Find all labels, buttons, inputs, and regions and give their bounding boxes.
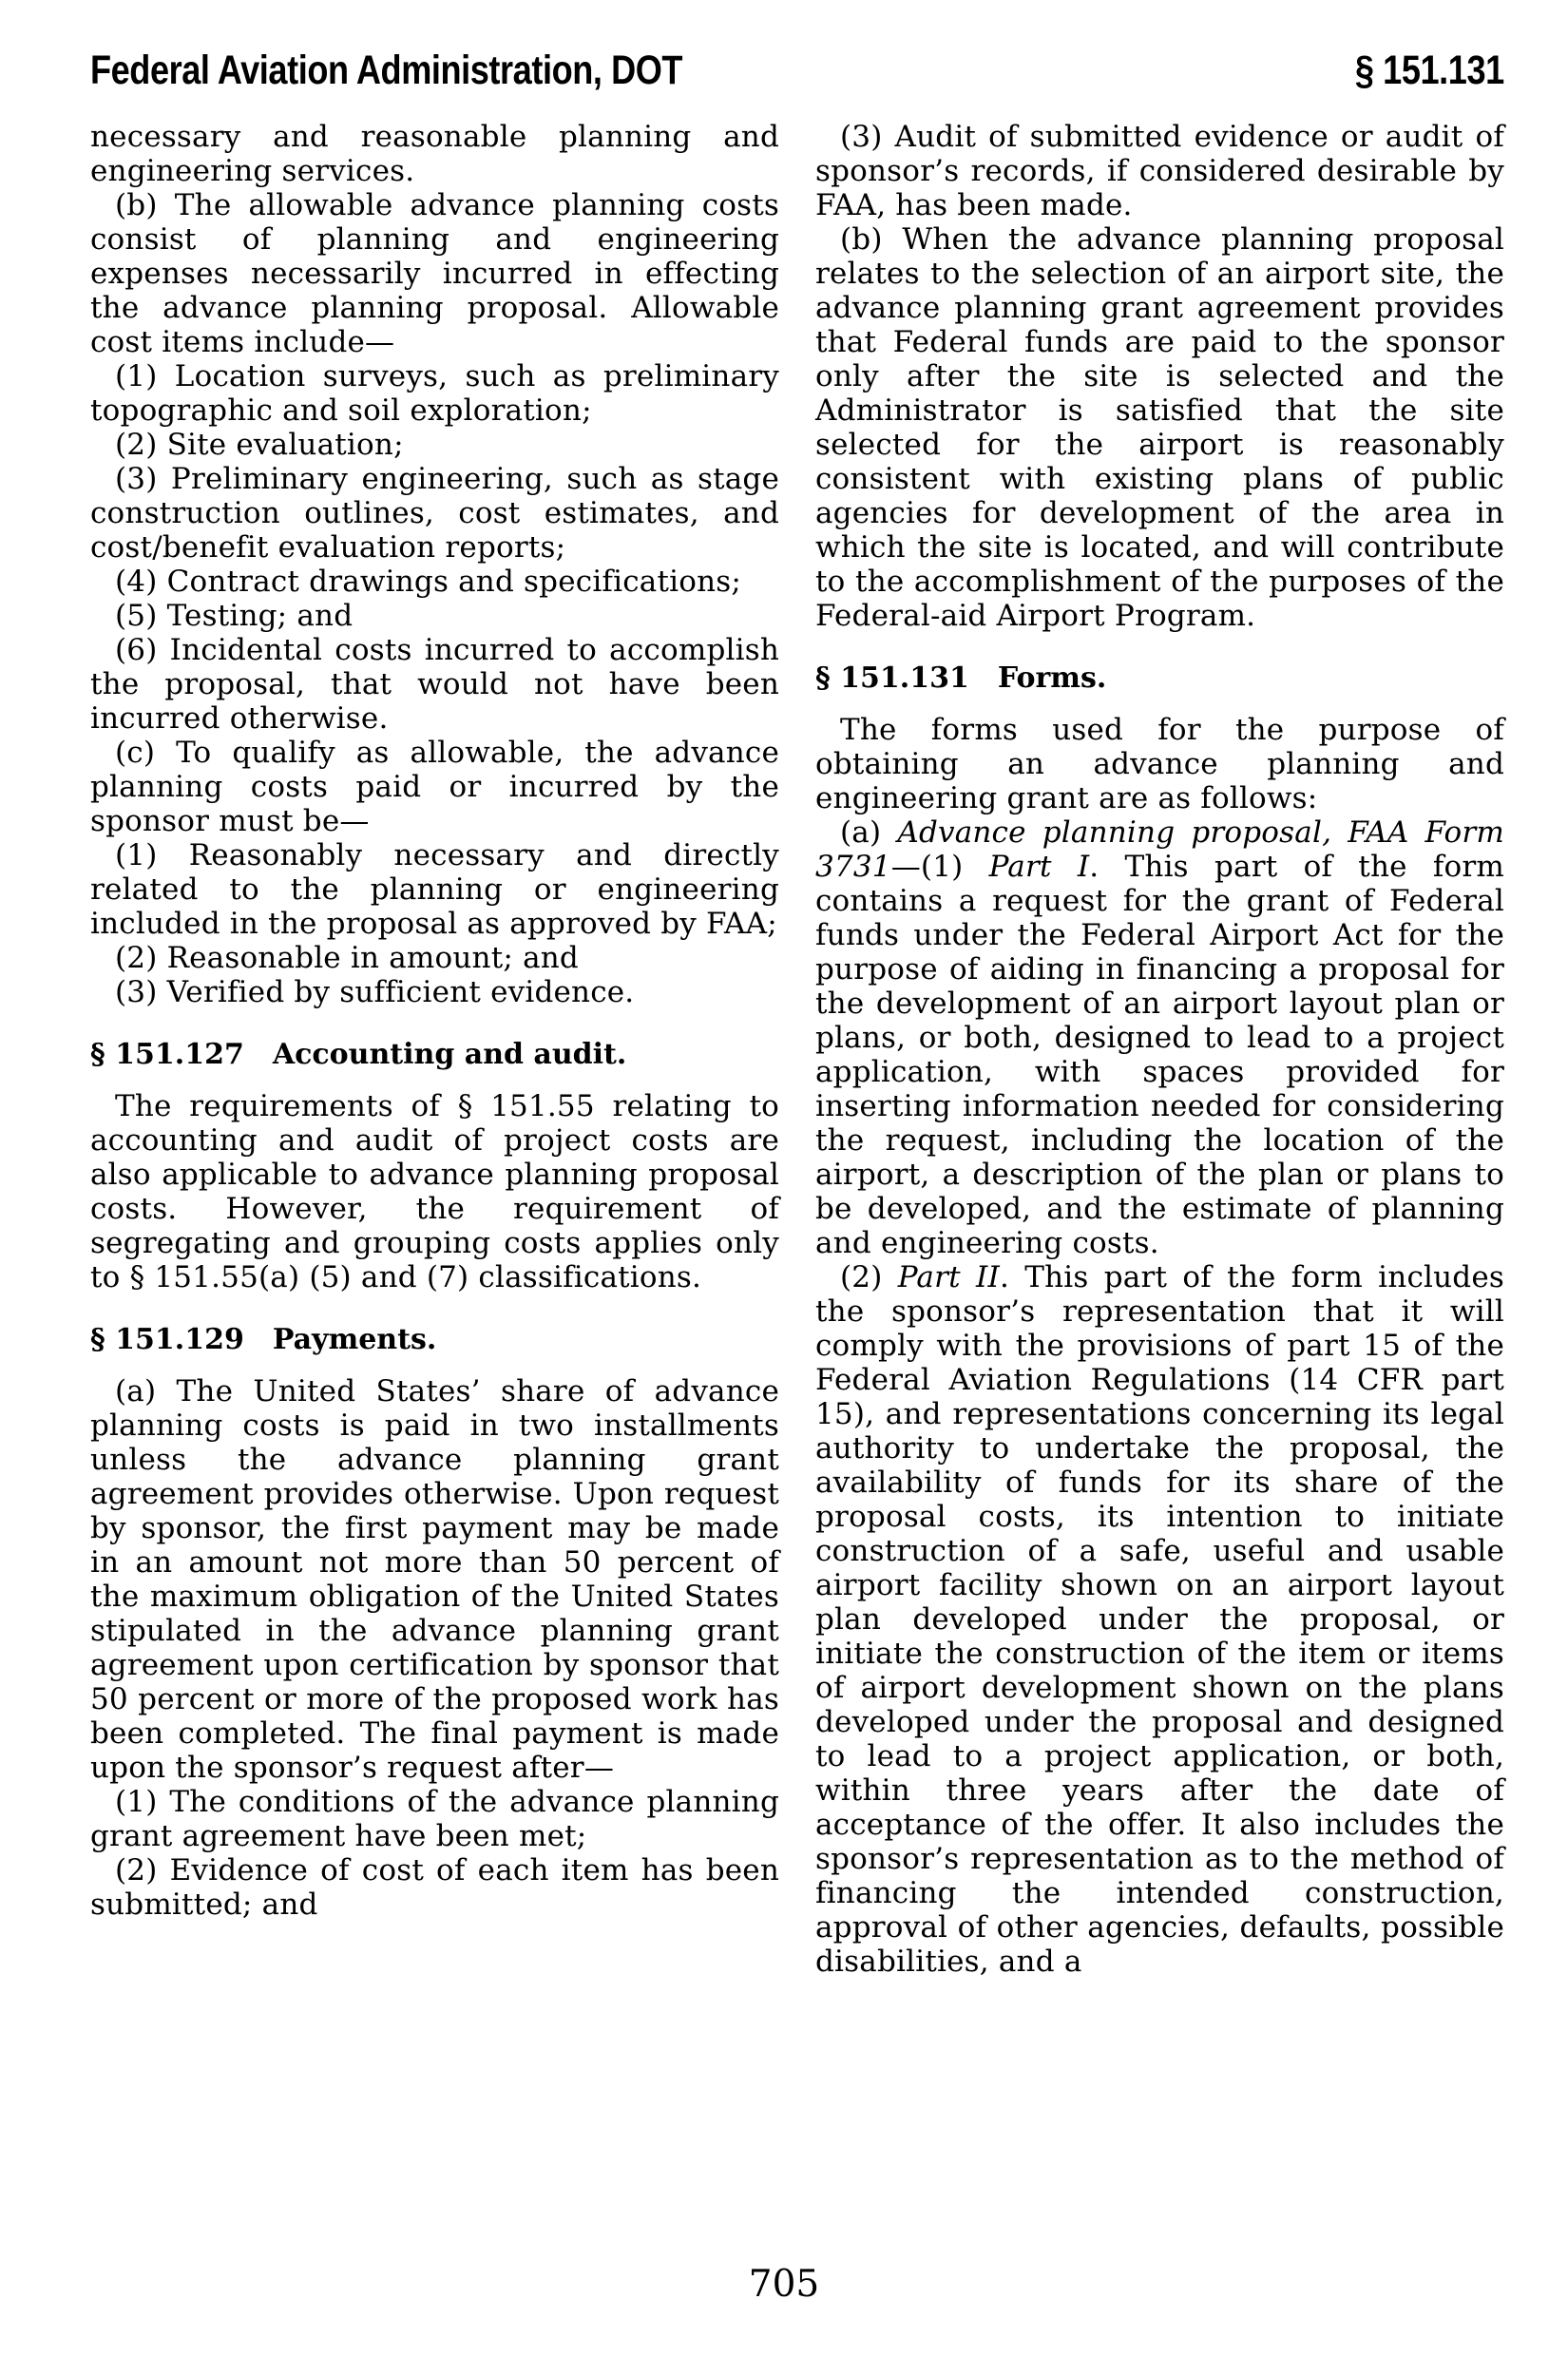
paragraph (815, 713, 1504, 815)
paragraph (90, 359, 779, 428)
body-text: (5) Testing; and (115, 599, 354, 633)
paragraph (90, 838, 779, 941)
body-text: (2) (840, 1260, 898, 1294)
body-text: (2) Reasonable in amount; and (115, 941, 579, 975)
section-heading (90, 1038, 779, 1072)
page-header (90, 48, 1504, 94)
body-text: (a) The United States’ share of advance planning costs is paid in two installments unless the advance planning grant agreement provides otherwise. Upon request by sponsor, the first payment may be made in an amount not more than 50 percent of the maximum obligation of the United States stipulated in the advance planning grant agreement upon certification by sponsor that 50 percent or more of the proposed work has been completed. The final payment is made upon the sponsor’s request after— (90, 1374, 779, 1785)
body-text: (4) Contract drawings and specifications; (115, 565, 742, 599)
paragraph (90, 120, 779, 188)
page-number: 705 (748, 2263, 820, 2306)
body-text: (b) When the advance planning proposal relates to the selection of an airport site, the advance planning grant agreement provides that Federal funds are paid to the sponsor only after the site is selected and the Administrator is satisfied that the site selected for the airport is reasonably consistent with existing plans of public agencies for development of the area in which the site is located, and will contribute to the accomplishment of the purposes of the Federal-aid Airport Program. (815, 222, 1504, 633)
body-text: (3) Verified by sufficient evidence. (115, 975, 635, 1009)
paragraph (90, 462, 779, 565)
section-heading (815, 661, 1504, 696)
section-number: § 151.127 (90, 1038, 244, 1071)
body-text: . This part of the form contains a request for the grant of Federal funds under the Federal Airport Act for the purpose of aiding in financing a proposal for the development of an airport layout plan or plans, or both, designed to lead to a project application, with spaces provided for inserting information needed for considering the request, including the location of the airport, a description of the plan or plans to be developed, and the estimate of planning and engineering costs. (815, 850, 1505, 1260)
header-agency-title: Federal Aviation Administration, DOT (90, 48, 683, 93)
body-text: (3) Preliminary engineering, such as stage construction outlines, cost estimates, and cost/benefit evaluation reports; (90, 462, 779, 565)
paragraph (815, 222, 1504, 633)
paragraph (90, 599, 779, 633)
paragraph (815, 815, 1504, 1260)
paragraph (90, 1089, 779, 1294)
paragraph (815, 120, 1504, 222)
paragraph (90, 1785, 779, 1853)
paragraph (815, 1260, 1504, 1979)
text-columns (90, 120, 1504, 1979)
italic-text: Part I (988, 850, 1090, 884)
body-text: (1) Location surveys, such as preliminary topographic and soil exploration; (90, 359, 779, 428)
body-text: (1) The conditions of the advance planning grant agreement have been met; (90, 1785, 779, 1853)
italic-text: Advance planning proposal, FAA Form 3731 (815, 815, 1504, 884)
paragraph (90, 633, 779, 736)
paragraph (90, 975, 779, 1009)
body-text: —(1) (890, 850, 989, 884)
body-text: The forms used for the purpose of obtaining an advance planning and engineering grant are as follows: (815, 713, 1504, 815)
body-text: (c) To qualify as allowable, the advance planning costs paid or incurred by the sponsor must be— (90, 736, 779, 838)
body-text: (6) Incidental costs incurred to accomplish the proposal, that would not have been incurred otherwise. (90, 633, 779, 736)
section-title: Accounting and audit. (272, 1038, 627, 1071)
paragraph (90, 428, 779, 462)
section-title: Payments. (272, 1323, 437, 1356)
section-number: § 151.129 (90, 1323, 244, 1356)
paragraph (90, 1853, 779, 1922)
paragraph (90, 941, 779, 975)
paragraph (90, 188, 779, 359)
body-text: (1) Reasonably necessary and directly related to the planning or engineering included in the proposal as approved by FAA; (90, 838, 779, 941)
body-text: necessary and reasonable planning and engineering services. (90, 120, 779, 188)
italic-text: Part II (897, 1260, 1000, 1294)
section-title: Forms. (997, 661, 1107, 695)
paragraph (90, 1374, 779, 1785)
left-column (90, 120, 779, 1979)
section-number: § 151.131 (815, 661, 969, 695)
body-text: (b) The allowable advance planning costs consist of planning and engineering expenses necessarily incurred in effecting the advance planning proposal. Allowable cost items include— (90, 188, 779, 359)
body-text: . This part of the form includes the sponsor’s representation that it will comply with the provisions of part 15 of the Federal Aviation Regulations (14 CFR part 15), and representations concerning its legal authority to undertake the proposal, the availability of funds for its share of the proposal costs, its intention to initiate construction of a safe, useful and usable airport facility shown on an airport layout plan developed under the proposal, or initiate the construction of the item or items of airport development shown on the plans developed under the proposal and designed to lead to a project application, or both, within three years after the date of acceptance of the offer. It also includes the sponsor’s representation as to the method of financing the intended construction, approval of other agencies, defaults, possible disabilities, and a (815, 1260, 1504, 1979)
section-heading (90, 1323, 779, 1357)
body-text: (3) Audit of submitted evidence or audit of sponsor’s records, if considered desirable by FAA, has been made. (815, 120, 1504, 222)
paragraph (90, 565, 779, 599)
paragraph (90, 736, 779, 838)
header-section-reference: § 151.131 (1355, 48, 1504, 93)
body-text: (2) Evidence of cost of each item has been submitted; and (90, 1853, 779, 1922)
body-text: (a) (840, 815, 898, 850)
body-text: (2) Site evaluation; (115, 428, 404, 462)
right-column (815, 120, 1504, 1979)
body-text: The requirements of § 151.55 relating to accounting and audit of project costs are also applicable to advance planning proposal costs. However, the requirement of segregating and grouping costs applies only to § 151.55(a) (5) and (7) classifications. (90, 1089, 779, 1294)
